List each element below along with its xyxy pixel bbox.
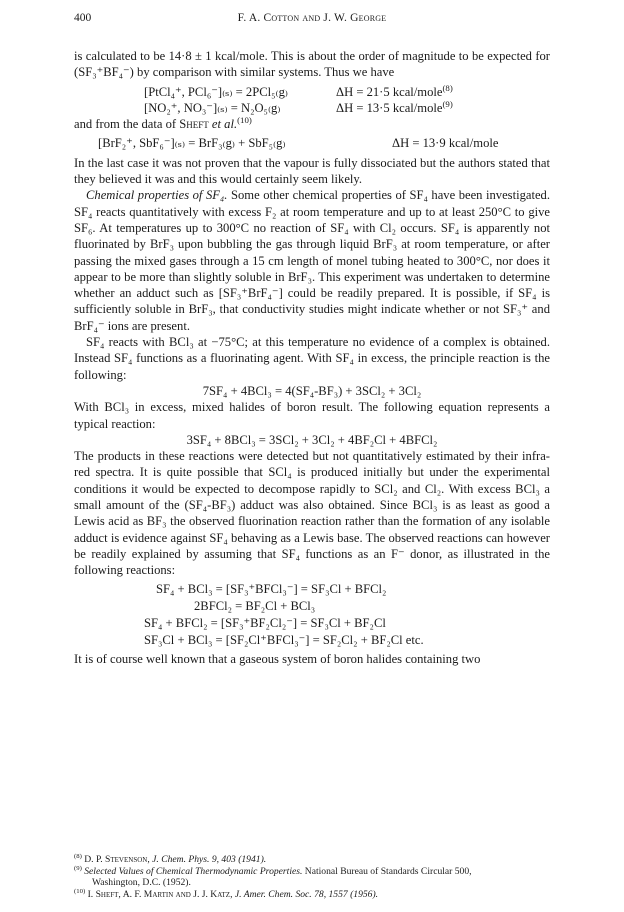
footnotes	[74, 854, 550, 900]
equation-pcl5	[74, 84, 550, 100]
paragraph-intro: is calculated to be 14·8 ± 1 kcal/mole. This is about the order of magnitude to be expected for (SF₃⁺BF₄⁻) by comparison with similar systems. Thus we have	[74, 49, 550, 80]
enthalpy-value: ΔH = 13·5 kcal/mole$^{(9)}$	[336, 98, 453, 115]
paragraph-boron-halides: It is of course well known that a gaseous system of boron halides containing two	[74, 651, 481, 666]
paragraph-bcl3: SF₄ reacts with BCl₃ at −75°C; at this temperature no evidence of a complex is obtained. Instead SF₄ functions as a fluorinating agent. With SF₄ in excess, the principle reaction is the following:	[74, 335, 550, 382]
footnote-9: $^{(9)}$ Selected Values of Chemical Thermodynamic Properties. National Bureau of Standards Circular 500,	[74, 864, 472, 877]
equation-reaction: [BrF₂⁺, SbF₆⁻]₍ₛ₎ = BrF₃₍g₎ + SbF₅₍g₎	[98, 136, 286, 151]
footnote-9-continued: Washington, D.C. (1952).	[92, 877, 191, 889]
enthalpy-value: ΔH = 13·9 kcal/mole	[392, 136, 499, 151]
paragraph-vapour: In the last case it was not proven that the vapour is fully dissociated but the authors stated that they believed it was and this would certainly seem likely.	[74, 155, 550, 187]
paragraph-sheft: and from the data of Sheft et al.$^{(10)}$	[74, 115, 252, 132]
equation-reaction: [PtCl₄⁺, PCl₆⁻]₍ₛ₎ = 2PCl₅₍g₎	[144, 84, 288, 99]
equation-brf3	[74, 135, 550, 151]
author-name: Sheft	[179, 117, 209, 132]
equation-step-1: SF₄ + BCl₃ = [SF₃⁺BFCl₃⁻] = SF₃Cl + BFCl₂	[156, 581, 387, 596]
equation-excess-sf4: 7SF₄ + 4BCl₃ = 4(SF₄-BF₃) + 3SCl₂ + 3Cl₂	[202, 383, 422, 398]
equation-block	[74, 581, 550, 649]
citation-ref: (8)	[442, 82, 453, 93]
equation-step-4: SF₃Cl + BCl₃ = [SF₂Cl⁺BFCl₃⁻] = SF₂Cl₂ + BF₂Cl etc.	[144, 632, 424, 647]
citation-ref: (10)	[237, 115, 252, 125]
equation-excess-bcl3: 3SF₄ + 8BCl₃ = 3SCl₂ + 3Cl₂ + 4BF₂Cl + 4BFCl₂	[186, 432, 438, 447]
citation-ref: (9)	[442, 98, 453, 109]
body-text	[74, 48, 550, 667]
paragraph-mixed-halides: With BCl₃ in excess, mixed halides of boron result. The following equation represents a typical reaction:	[74, 400, 550, 431]
equation-step-2: 2BFCl₂ = BF₂Cl + BCl₃	[194, 598, 316, 613]
paragraph-products: The products in these reactions were detected but not quantitatively estimated by their infra-red spectra. It is quite possible that SCl₄ is produced initially but under the experimental conditions it would be expected to decompose rapidly to SCl₂ and Cl₂. With excess BCl₃ a small amount of the (SF₄-BF₃) adduct was also obtained. Since BCl₃ is as least as good a Lewis acid as BF₃ the observed fluorination reaction rather than the formation of any isolable adduct is evidence against SF₄ behaving as a Lewis base. The observed reactions can however be readily explained by assuming that SF₄ functions as an F⁻ donor, as illustrated in the following reactions:	[74, 449, 550, 578]
equation-reaction: [NO₂⁺, NO₃⁻]₍ₛ₎ = N₂O₅₍g₎	[144, 100, 281, 115]
running-head	[74, 12, 550, 30]
equation-n2o5	[74, 100, 550, 116]
section-heading: Chemical properties of SF₄.	[86, 188, 228, 203]
running-title: F. A. Cotton and J. W. George	[237, 12, 387, 24]
page-number: 400	[74, 12, 92, 24]
enthalpy-value: ΔH = 21·5 kcal/mole$^{(8)}$	[336, 82, 453, 99]
paragraph-chemical-properties: Chemical properties of SF₄. Some other chemical properties of SF₄ have been investigated. SF₄ reacts quantitatively with excess F₂ at room temperature and up to at least 250°C to give SF₆. At temperatures up to 300°C no reaction of SF₄ with Cl₂ occurs. SF₄ is apparently not fluorinated by BrF₃ upon bubbling the gas through liquid BrF₃ at room temperature, or after passing the mixed gases through a 15 cm length of monel tubing heated to 300°C, nor does it appear to be more than slightly soluble in BrF₃. This experiment was undertaken to determine whether an adduct such as [SF₃⁺BrF₄⁻] could be readily prepared. It is possible, if SF₄ is sufficiently soluble in BrF₃, that conductivity studies might indicate whether or not SF₃⁺ and BrF₄⁻ ions are present.	[74, 188, 550, 333]
equation-step-3: SF₄ + BFCl₂ = [SF₃⁺BF₂Cl₂⁻] = SF₃Cl + BF₂Cl	[144, 615, 386, 630]
footnote-8: $^{(8)}$ D. P. Stevenson, J. Chem. Phys. 9, 403 (1941).	[74, 852, 267, 865]
footnote-10: $^{(10)}$ I. Sheft, A. F. Martin and J. J. Katz, J. Amer. Chem. Soc. 78, 1557 (1956).	[74, 887, 379, 900]
